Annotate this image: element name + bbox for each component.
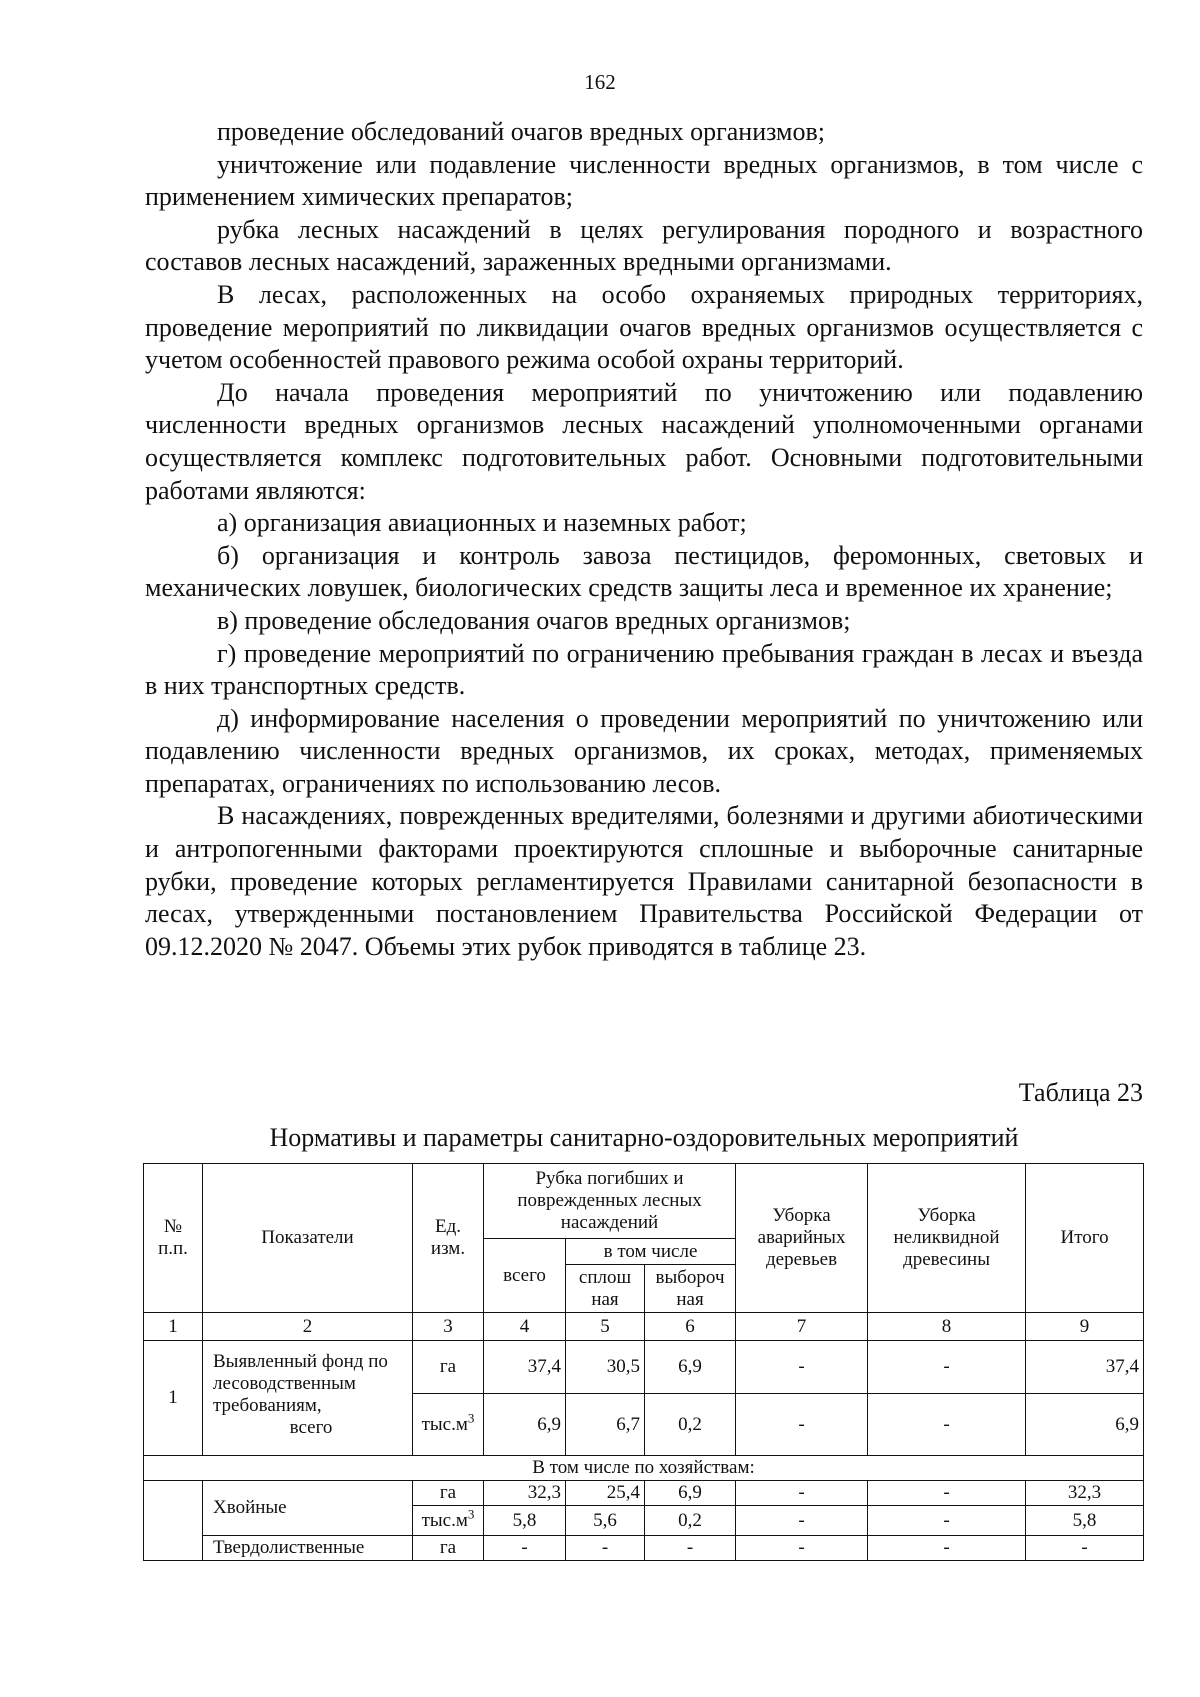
empty-num-cell bbox=[144, 1481, 203, 1561]
section-label: В том числе по хозяйствам: bbox=[144, 1456, 1144, 1481]
paragraph: г) проведение мероприятий по ограничению пребывания граждан в лесах и въезда в них транспортных средств. bbox=[145, 638, 1143, 701]
unit-text: тыс.м bbox=[421, 1413, 468, 1435]
header-including: в том числе bbox=[566, 1239, 736, 1265]
value-cell: - bbox=[736, 1506, 868, 1536]
header-unit: Ед. изм. bbox=[413, 1164, 484, 1313]
row1-indicator-line: всего bbox=[289, 1417, 333, 1438]
value-cell: 6,7 bbox=[566, 1394, 645, 1456]
value-cell: - bbox=[868, 1481, 1026, 1506]
unit-cell: га bbox=[413, 1481, 484, 1506]
page-number: 162 bbox=[584, 70, 616, 94]
value-cell: - bbox=[736, 1481, 868, 1506]
hardwood-indicator: Твердолиственные bbox=[203, 1536, 413, 1561]
value-cell: 0,2 bbox=[645, 1506, 736, 1536]
col-number: 5 bbox=[566, 1313, 645, 1341]
value-cell: - bbox=[868, 1341, 1026, 1394]
row1-indicator-line: Выявленный фонд по bbox=[213, 1351, 388, 1372]
table-label: Таблица 23 bbox=[1018, 1078, 1143, 1107]
unit-text: тыс.м bbox=[421, 1509, 468, 1531]
value-cell: - bbox=[484, 1536, 566, 1561]
value-cell: 6,9 bbox=[645, 1481, 736, 1506]
value-cell: - bbox=[736, 1536, 868, 1561]
value-cell: - bbox=[566, 1536, 645, 1561]
paragraph: в) проведение обследования очагов вредных организмов; bbox=[217, 605, 851, 635]
header-total-all: всего bbox=[484, 1239, 566, 1313]
value-cell: 37,4 bbox=[1026, 1341, 1144, 1394]
header-illiquid: Уборка неликвидной древесины bbox=[868, 1164, 1026, 1313]
value-cell: 5,8 bbox=[484, 1506, 566, 1536]
paragraph: д) информирование населения о проведении мероприятий по уничтожению или подавлению численности вредных организмов, их сроках, методах, применяемых препаратах, ограничениях по использованию лесов. bbox=[145, 703, 1143, 798]
col-number: 1 bbox=[144, 1313, 203, 1341]
header-emergency: Уборка аварийных деревьев bbox=[736, 1164, 868, 1313]
col-number: 7 bbox=[736, 1313, 868, 1341]
paragraph: До начала проведения мероприятий по уничтожению или подавлению численности вредных организмов лесных насаждений уполномоченными органами осуществляется комплекс подготовительных работ. Основными подготовительными работами являются: bbox=[145, 377, 1143, 505]
header-num: № п.п. bbox=[144, 1164, 203, 1313]
col-number: 8 bbox=[868, 1313, 1026, 1341]
value-cell: - bbox=[736, 1341, 868, 1394]
value-cell: 5,6 bbox=[566, 1506, 645, 1536]
paragraph: а) организация авиационных и наземных работ; bbox=[217, 508, 747, 538]
row1-indicator bbox=[203, 1341, 413, 1456]
paragraph: б) организация и контроль завоза пестицидов, феромонных, световых и механических ловушек, биологических средств защиты леса и временное их хранение; bbox=[145, 540, 1143, 603]
col-number: 6 bbox=[645, 1313, 736, 1341]
unit-cell bbox=[413, 1506, 484, 1536]
sanitary-measures-table bbox=[143, 1163, 1144, 1561]
value-cell: 6,9 bbox=[1026, 1394, 1144, 1456]
value-cell: - bbox=[736, 1394, 868, 1456]
value-cell: 32,3 bbox=[1026, 1481, 1144, 1506]
header-selective: выбороч ная bbox=[645, 1265, 736, 1313]
row1-num: 1 bbox=[144, 1341, 203, 1456]
paragraph: В насаждениях, поврежденных вредителями, болезнями и другими абиотическими и антропогенными факторами проектируются сплошные и выборочные санитарные рубки, проведение которых регламентируется Правилами санитарной безопасности в лесах, утвержденными постановлением Правительства Российской Федерации от 09.12.2020 № 2047. Объемы этих рубок приводятся в таблице 23. bbox=[145, 801, 1143, 961]
paragraph: уничтожение или подавление численности вредных организмов, в том числе с применением химических препаратов; bbox=[145, 149, 1143, 212]
value-cell: - bbox=[868, 1506, 1026, 1536]
value-cell: 6,9 bbox=[645, 1341, 736, 1394]
header-indicator: Показатели bbox=[203, 1164, 413, 1313]
col-number: 9 bbox=[1026, 1313, 1144, 1341]
value-cell: 0,2 bbox=[645, 1394, 736, 1456]
row1-indicator-line: требованиям, bbox=[213, 1395, 322, 1416]
unit-superscript: 3 bbox=[467, 1506, 475, 1522]
body-text bbox=[145, 116, 1143, 963]
header-felling-group: Рубка погибших и поврежденных лесных насаждений bbox=[484, 1164, 736, 1239]
header-clear: сплош ная bbox=[566, 1265, 645, 1313]
value-cell: 37,4 bbox=[484, 1341, 566, 1394]
coniferous-indicator: Хвойные bbox=[203, 1481, 413, 1536]
value-cell: 32,3 bbox=[484, 1481, 566, 1506]
col-number: 3 bbox=[413, 1313, 484, 1341]
value-cell: 25,4 bbox=[566, 1481, 645, 1506]
value-cell: 5,8 bbox=[1026, 1506, 1144, 1536]
value-cell: - bbox=[1026, 1536, 1144, 1561]
unit-superscript: 3 bbox=[467, 1410, 475, 1426]
header-grand-total: Итого bbox=[1026, 1164, 1144, 1313]
unit-cell: га bbox=[413, 1536, 484, 1561]
unit-cell bbox=[413, 1394, 484, 1456]
paragraph: проведение обследований очагов вредных организмов; bbox=[217, 117, 825, 146]
col-number: 4 bbox=[484, 1313, 566, 1341]
paragraph: рубка лесных насаждений в целях регулирования породного и возрастного составов лесных насаждений, зараженных вредными организмами. bbox=[145, 214, 1143, 277]
paragraph: В лесах, расположенных на особо охраняемых природных территориях, проведение мероприятий по ликвидации очагов вредных организмов осуществляется с учетом особенностей правового режима особой охраны территорий. bbox=[145, 279, 1143, 375]
unit-cell: га bbox=[413, 1341, 484, 1394]
col-number: 2 bbox=[203, 1313, 413, 1341]
value-cell: - bbox=[868, 1536, 1026, 1561]
value-cell: - bbox=[645, 1536, 736, 1561]
value-cell: - bbox=[868, 1394, 1026, 1456]
value-cell: 6,9 bbox=[484, 1394, 566, 1456]
value-cell: 30,5 bbox=[566, 1341, 645, 1394]
row1-indicator-line: лесоводственным bbox=[213, 1373, 356, 1394]
table-title: Нормативы и параметры санитарно-оздоровительных мероприятий bbox=[269, 1123, 1019, 1152]
